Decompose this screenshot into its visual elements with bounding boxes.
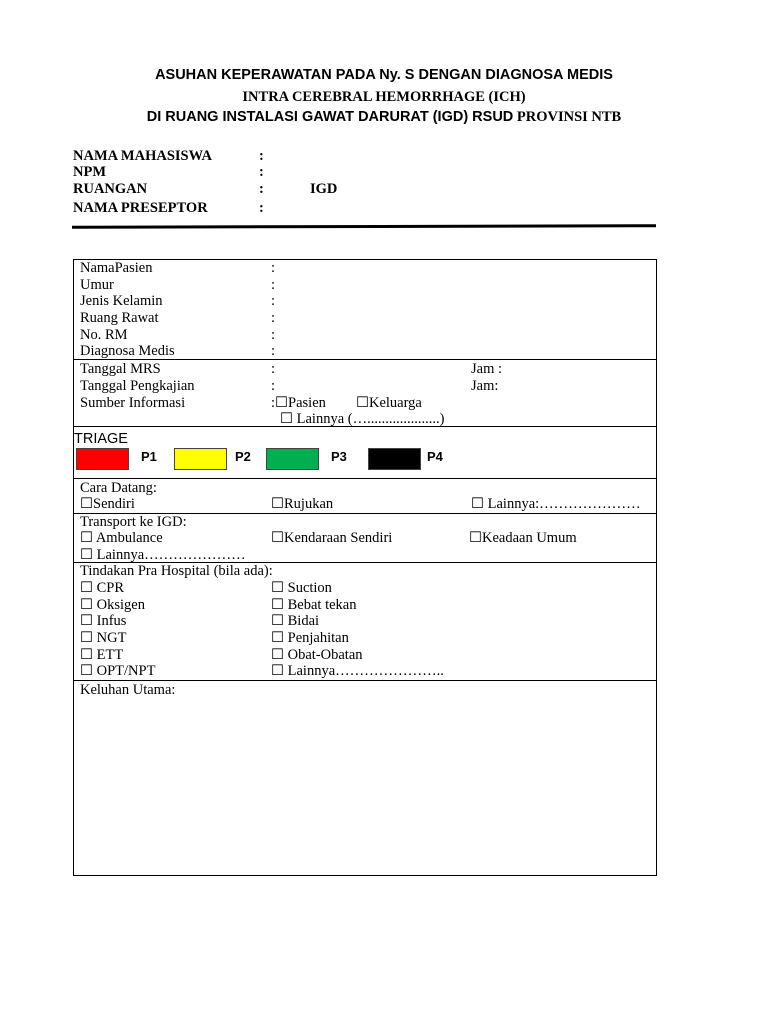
admission-label-pengkajian: Tanggal Pengkajian: [80, 378, 195, 394]
tindakan-checkbox-ett[interactable]: ☐ ETT: [80, 647, 124, 663]
triage-p2-label: P2: [235, 449, 251, 464]
sumber-checkbox-lainnya[interactable]: ☐ Lainnya (…....................): [280, 411, 445, 427]
triage-p1-label: P1: [141, 449, 157, 464]
cara-datang-checkbox-rujukan[interactable]: ☐Rujukan: [271, 496, 334, 512]
tindakan-checkbox-ngt[interactable]: ☐ NGT: [80, 630, 127, 646]
patient-label-diagnosa: Diagnosa Medis: [80, 343, 175, 359]
tindakan-checkbox-opt-npt[interactable]: ☐ OPT/NPT: [80, 663, 156, 679]
triage-p1-swatch[interactable]: [76, 448, 129, 470]
transport-title: Transport ke IGD:: [80, 514, 187, 530]
triage-p4-label: P4: [427, 449, 443, 464]
tindakan-checkbox-bidai[interactable]: ☐ Bidai: [271, 613, 320, 629]
tindakan-checkbox-obat-obatan[interactable]: ☐ Obat-Obatan: [271, 647, 363, 663]
patient-label-ruang-rawat: Ruang Rawat: [80, 310, 159, 326]
student-info-label-preseptor: NAMA PRESEPTOR: [73, 200, 208, 216]
header-title-line2: INTRA CEREBRAL HEMORRHAGE (ICH): [242, 89, 526, 105]
triage-p3-label: P3: [331, 449, 347, 464]
transport-checkbox-keadaan-umum[interactable]: ☐Keadaan Umum: [469, 530, 577, 546]
student-info-sep-preseptor: :: [259, 200, 264, 216]
tindakan-checkbox-suction[interactable]: ☐ Suction: [271, 580, 332, 596]
tindakan-checkbox-infus[interactable]: ☐ Infus: [80, 613, 127, 629]
tindakan-checkbox-oksigen[interactable]: ☐ Oksigen: [80, 597, 145, 613]
admission-sep-pengkajian: :: [271, 378, 276, 394]
header-title-line1: ASUHAN KEPERAWATAN PADA Ny. S DENGAN DIAGNOSA MEDIS: [155, 67, 613, 83]
patient-sep-umur: :: [271, 277, 276, 293]
student-info-value-ruangan: IGD: [310, 181, 338, 197]
student-info-label-name: NAMA MAHASISWA: [73, 148, 212, 164]
sumber-checkbox-keluarga[interactable]: ☐Keluarga: [356, 395, 422, 411]
student-info-sep-npm: :: [259, 164, 264, 180]
divider: [73, 478, 657, 479]
transport-checkbox-lainnya[interactable]: ☐ Lainnya…………………: [80, 547, 246, 563]
triage-p2-swatch[interactable]: [174, 448, 227, 470]
patient-label-no-rm: No. RM: [80, 327, 128, 343]
transport-checkbox-kendaraan-sendiri[interactable]: ☐Kendaraan Sendiri: [271, 530, 393, 546]
triage-title: TRIAGE: [74, 431, 128, 447]
admission-jam-pengkajian: Jam:: [471, 378, 499, 394]
patient-label-umur: Umur: [80, 277, 114, 293]
header-title-line3: [0, 109, 768, 126]
keluhan-utama-title: Keluhan Utama:: [80, 682, 176, 698]
header-divider: [72, 224, 656, 229]
student-info-sep-name: :: [259, 148, 264, 164]
transport-checkbox-ambulance[interactable]: ☐ Ambulance: [80, 530, 163, 546]
triage-p4-swatch[interactable]: [368, 448, 421, 470]
cara-datang-checkbox-sendiri[interactable]: ☐Sendiri: [80, 496, 135, 512]
admission-label-sumber: Sumber Informasi: [80, 395, 186, 411]
sumber-checkbox-pasien[interactable]: :☐Pasien: [271, 395, 326, 411]
patient-sep-ruang-rawat: :: [271, 310, 276, 326]
student-info-sep-ruangan: :: [259, 181, 264, 197]
tindakan-checkbox-cpr[interactable]: ☐ CPR: [80, 580, 125, 596]
cara-datang-title: Cara Datang:: [80, 480, 157, 496]
student-info-label-ruangan: RUANGAN: [73, 181, 148, 197]
student-info-label-npm: NPM: [73, 164, 107, 180]
tindakan-title: Tindakan Pra Hospital (bila ada):: [80, 563, 273, 579]
tindakan-checkbox-penjahitan[interactable]: ☐ Penjahitan: [271, 630, 349, 646]
patient-sep-jenis-kelamin: :: [271, 293, 276, 309]
divider: [73, 680, 657, 681]
triage-p3-swatch[interactable]: [266, 448, 319, 470]
patient-sep-nama: :: [271, 260, 276, 276]
tindakan-checkbox-bebat-tekan[interactable]: ☐ Bebat tekan: [271, 597, 357, 613]
patient-label-jenis-kelamin: Jenis Kelamin: [80, 293, 163, 309]
admission-sep-mrs: :: [271, 361, 276, 377]
tindakan-checkbox-lainnya[interactable]: ☐ Lainnya…………………..: [271, 663, 444, 679]
cara-datang-checkbox-lainnya[interactable]: ☐ Lainnya:…………………: [471, 496, 641, 512]
admission-jam-mrs: Jam :: [471, 361, 503, 377]
patient-sep-no-rm: :: [271, 327, 276, 343]
divider: [73, 359, 657, 360]
admission-label-mrs: Tanggal MRS: [80, 361, 161, 377]
header-title-line3-b: PROVINSI NTB: [516, 109, 622, 125]
header-title-line3-a: DI RUANG INSTALASI GAWAT DARURAT (IGD) RSUD: [146, 109, 514, 125]
keluhan-utama-field[interactable]: [78, 700, 652, 870]
patient-sep-diagnosa: :: [271, 343, 276, 359]
patient-label-nama: NamaPasien: [80, 260, 153, 276]
